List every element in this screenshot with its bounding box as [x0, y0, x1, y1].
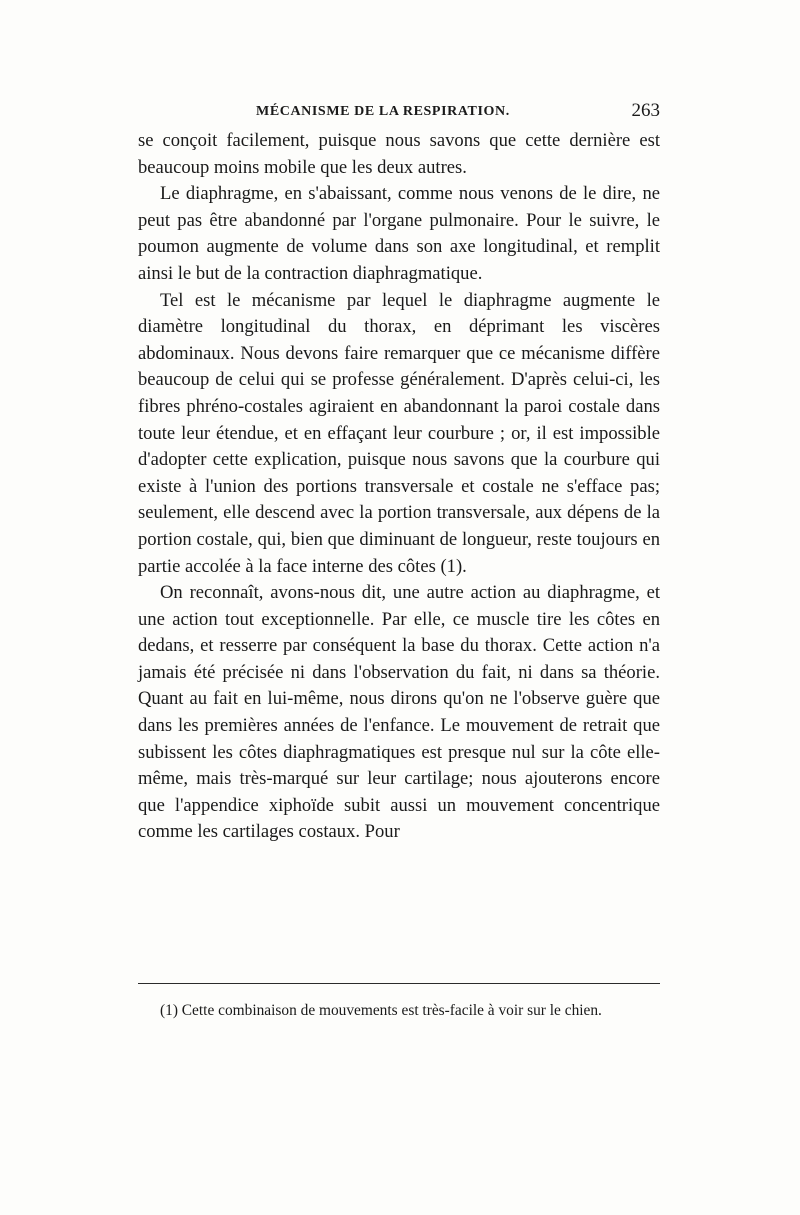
page-header	[138, 100, 660, 128]
page-number: 263	[631, 100, 660, 121]
footnote-divider	[138, 983, 660, 984]
body-text	[138, 128, 660, 846]
paragraph: Le diaphragme, en s'abaissant, comme nous venons de le dire, ne peut pas être abandonné par l'organe pulmonaire. Pour le suivre, le poumon augmente de volume dans son axe longitudinal, et remplit ainsi le but de la contraction diaphragmatique.	[138, 183, 660, 284]
paragraph-continuation: se conçoit facilement, puisque nous savons que cette dernière est beaucoup moins mobile que les deux autres.	[138, 130, 660, 178]
running-title: MÉCANISME DE LA RESPIRATION.	[256, 104, 510, 119]
footnote: (1) Cette combinaison de mouvements est très-facile à voir sur le chien.	[160, 1002, 602, 1019]
paragraph: On reconnaît, avons-nous dit, une autre action au diaphragme, et une action tout exceptionnelle. Par elle, ce muscle tire les côtes en dedans, et resserre par conséquent la base du thorax. Cette action n'a jamais été précisée ni dans l'observation du fait, ni dans sa théorie. Quant au fait en lui-même, nous dirons qu'on ne l'observe guère que dans les premières années de l'enfance. Le mouvement de retrait que subissent les côtes diaphragmatiques est presque nul sur la côte elle-même, mais très-marqué sur leur cartilage; nous ajouterons encore que l'appendice xiphoïde subit aussi un mouvement concentrique comme les cartilages costaux. Pour	[138, 582, 660, 843]
paragraph: Tel est le mécanisme par lequel le diaphragme augmente le diamètre longitudinal du thorax, en déprimant les viscères abdominaux. Nous devons faire remarquer que ce mécanisme diffère beaucoup de celui qui se professe généralement. D'après celui-ci, les fibres phréno-costales agiraient en abandonnant la paroi costale dans toute leur étendue, et en effaçant leur courbure ; or, il est impossible d'adopter cette explication, puisque nous savons que la courbure qui existe à l'union des portions transversale et costale ne s'efface pas; seulement, elle descend avec la portion transversale, aux dépens de la portion costale, qui, bien que diminuant de longueur, reste toujours en partie accolée à la face interne des côtes (1).	[138, 289, 660, 577]
